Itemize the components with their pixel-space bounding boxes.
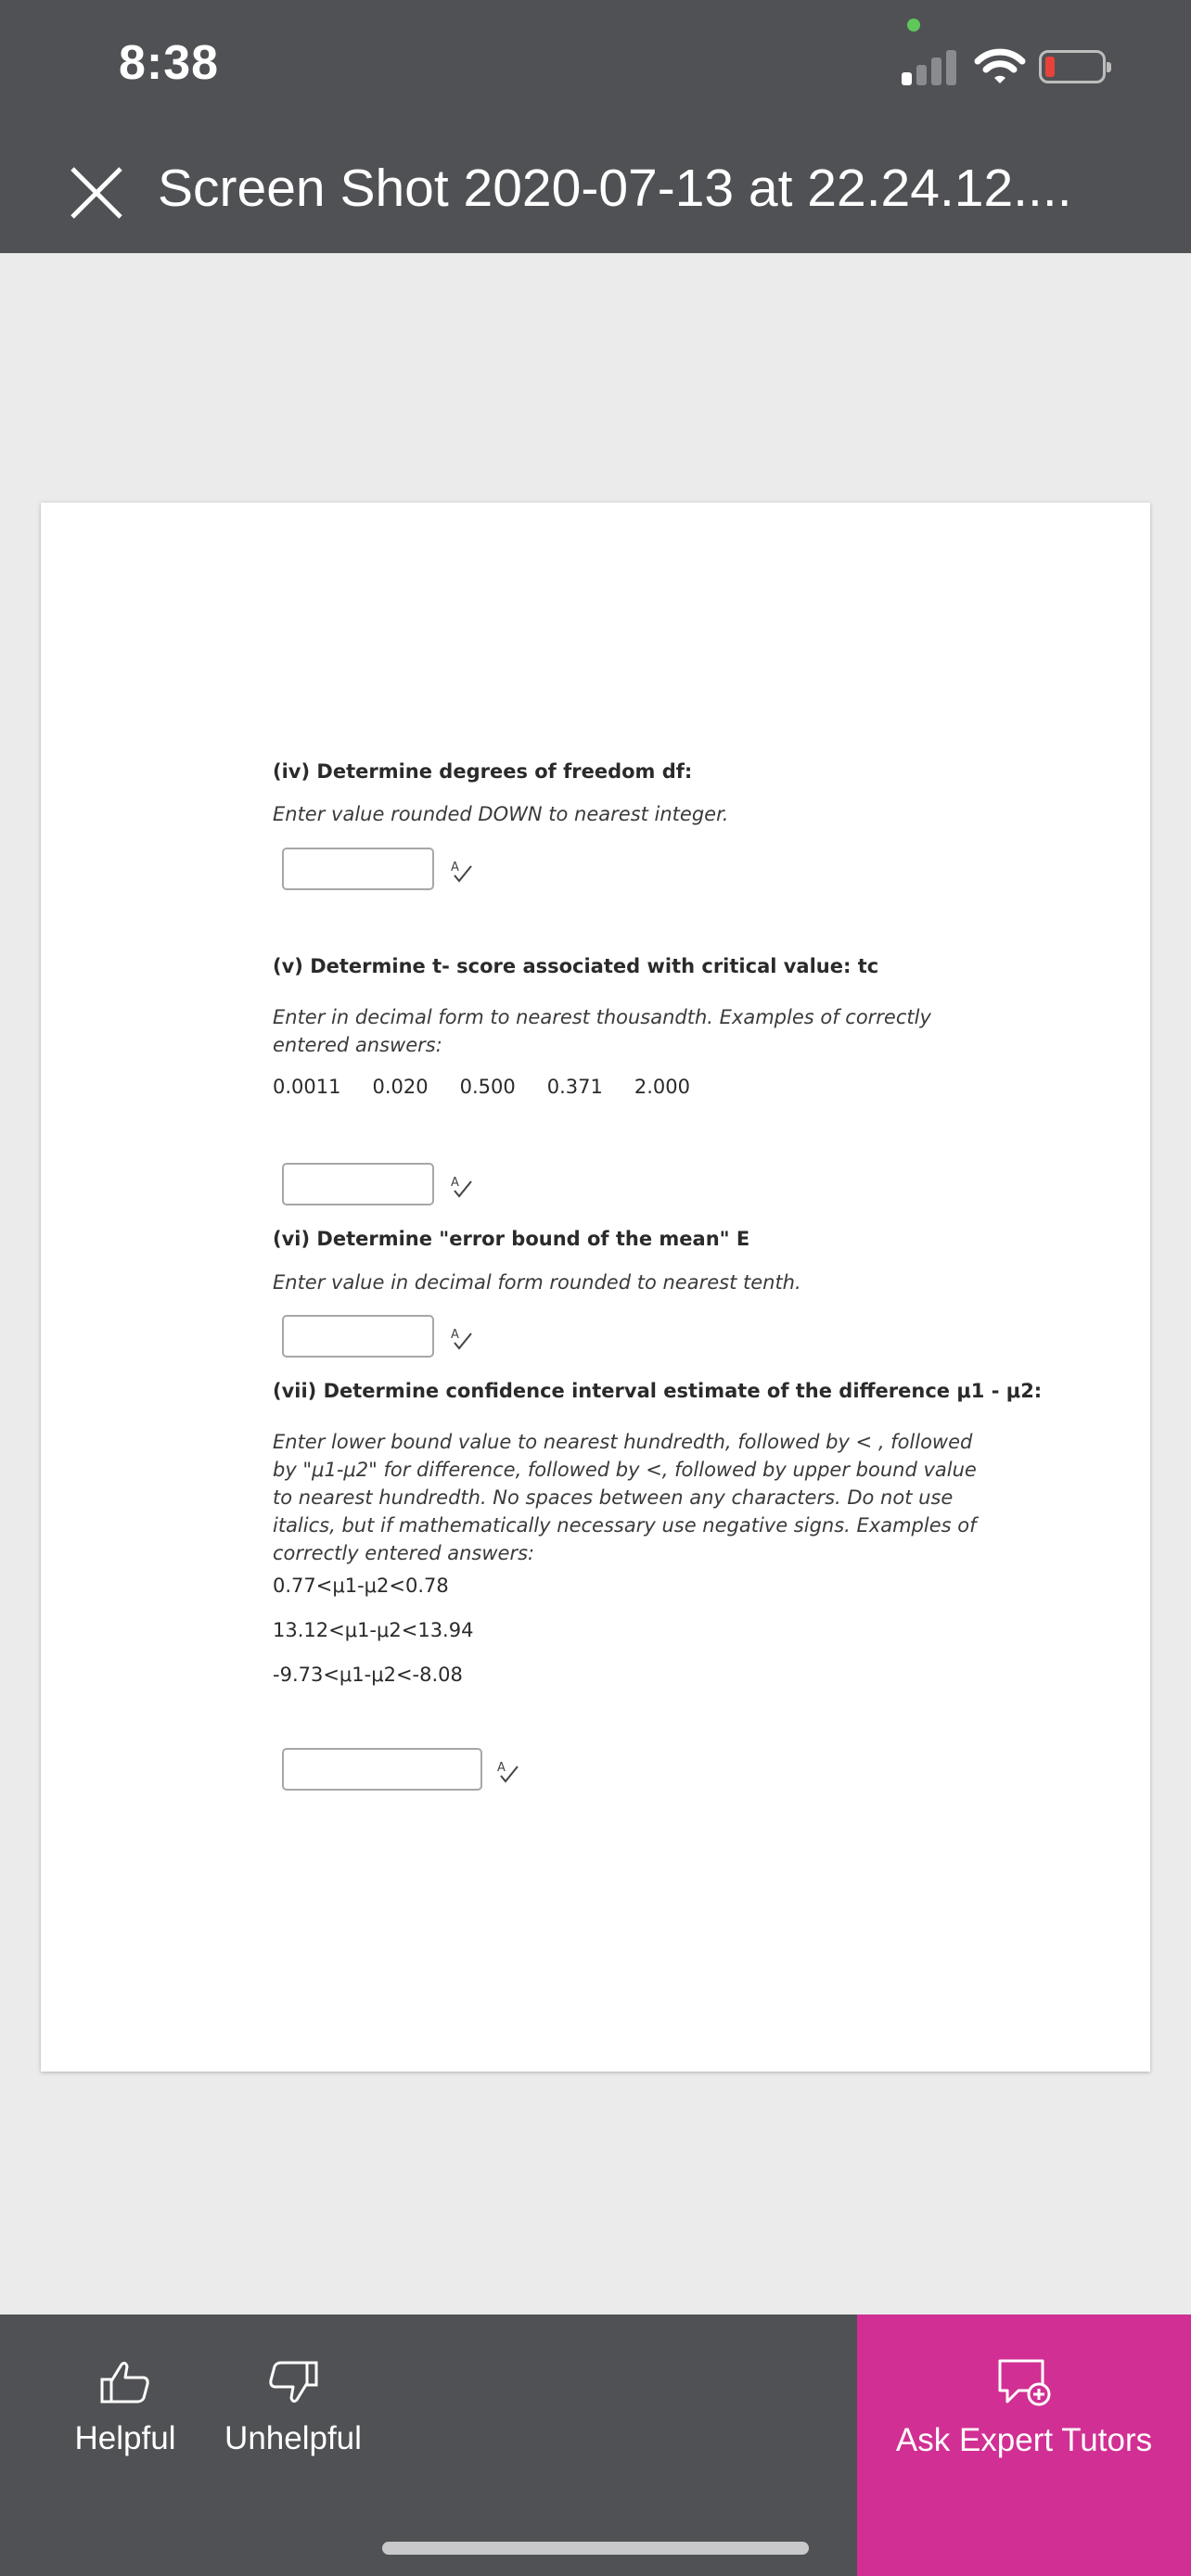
ask-expert-tutors-label: Ask Expert Tutors — [895, 2422, 1153, 2458]
question-v-title: (v) Determine t- score associated with critical value: tc — [273, 955, 879, 977]
error-bound-answer-input[interactable] — [282, 1315, 434, 1358]
bottom-action-bar — [0, 2315, 1191, 2576]
question-v-examples — [273, 1076, 722, 1098]
svg-text:A: A — [451, 1176, 459, 1190]
confidence-interval-answer-input[interactable] — [282, 1748, 482, 1791]
cellular-signal-icon — [902, 48, 959, 85]
spellcheck-icon[interactable] — [449, 1326, 475, 1352]
example-value: 0.0011 — [273, 1076, 341, 1098]
example-interval: -9.73<μ1-μ2<-8.08 — [273, 1664, 463, 1686]
chat-add-icon — [996, 2357, 1052, 2409]
example-interval: 0.77<μ1-μ2<0.78 — [273, 1575, 449, 1597]
spellcheck-icon[interactable] — [495, 1759, 521, 1785]
status-time: 8:38 — [119, 36, 220, 90]
battery-icon — [1039, 50, 1106, 83]
privacy-indicator-dot — [907, 19, 920, 32]
question-vii-instruction: Enter lower bound value to nearest hundredth, followed by < , followed by "μ1-μ2" for difference, followed by <, followed by upper bound value to nearest hundredth. No spaces between any characters. Do not use italics, but if mathematically necessary use negative signs. Examples of correctly entered answers: — [273, 1431, 977, 1564]
unhelpful-button[interactable] — [221, 2359, 365, 2457]
svg-text:A: A — [451, 861, 459, 874]
spellcheck-icon[interactable] — [449, 1174, 475, 1200]
ask-expert-tutors-button[interactable] — [857, 2315, 1191, 2576]
question-vi-title: (vi) Determine "error bound of the mean" E — [273, 1228, 750, 1250]
svg-text:A: A — [497, 1761, 506, 1775]
close-icon[interactable] — [69, 165, 124, 221]
question-iv-title: (iv) Determine degrees of freedom df: — [273, 760, 693, 783]
question-vii-title: (vii) Determine confidence interval estimate of the difference μ1 - μ2: — [273, 1380, 1043, 1402]
thumbs-down-icon — [267, 2359, 319, 2405]
helpful-button[interactable] — [65, 2359, 186, 2457]
wifi-icon — [974, 46, 1026, 87]
df-answer-input[interactable] — [282, 848, 434, 890]
unhelpful-label: Unhelpful — [224, 2420, 362, 2456]
spellcheck-icon[interactable] — [449, 859, 475, 885]
screen-title: Screen Shot 2020-07-13 at 22.24.12.... — [158, 159, 1072, 218]
question-v-instruction: Enter in decimal form to nearest thousandth. Examples of correctly entered answers: — [273, 1006, 931, 1056]
top-bar — [0, 0, 1191, 253]
question-iv-instruction: Enter value rounded DOWN to nearest integer. — [273, 803, 729, 825]
example-interval: 13.12<μ1-μ2<13.94 — [273, 1619, 474, 1641]
question-vi-instruction: Enter value in decimal form rounded to nearest tenth. — [273, 1271, 801, 1294]
example-value: 0.020 — [372, 1076, 429, 1098]
home-indicator[interactable] — [382, 2542, 809, 2555]
tc-answer-input[interactable] — [282, 1163, 434, 1205]
example-value: 0.371 — [546, 1076, 603, 1098]
svg-text:A: A — [451, 1328, 459, 1342]
example-value: 2.000 — [634, 1076, 690, 1098]
document-page — [41, 503, 1150, 2072]
example-value: 0.500 — [459, 1076, 516, 1098]
thumbs-up-icon — [99, 2359, 151, 2405]
helpful-label: Helpful — [74, 2420, 176, 2456]
